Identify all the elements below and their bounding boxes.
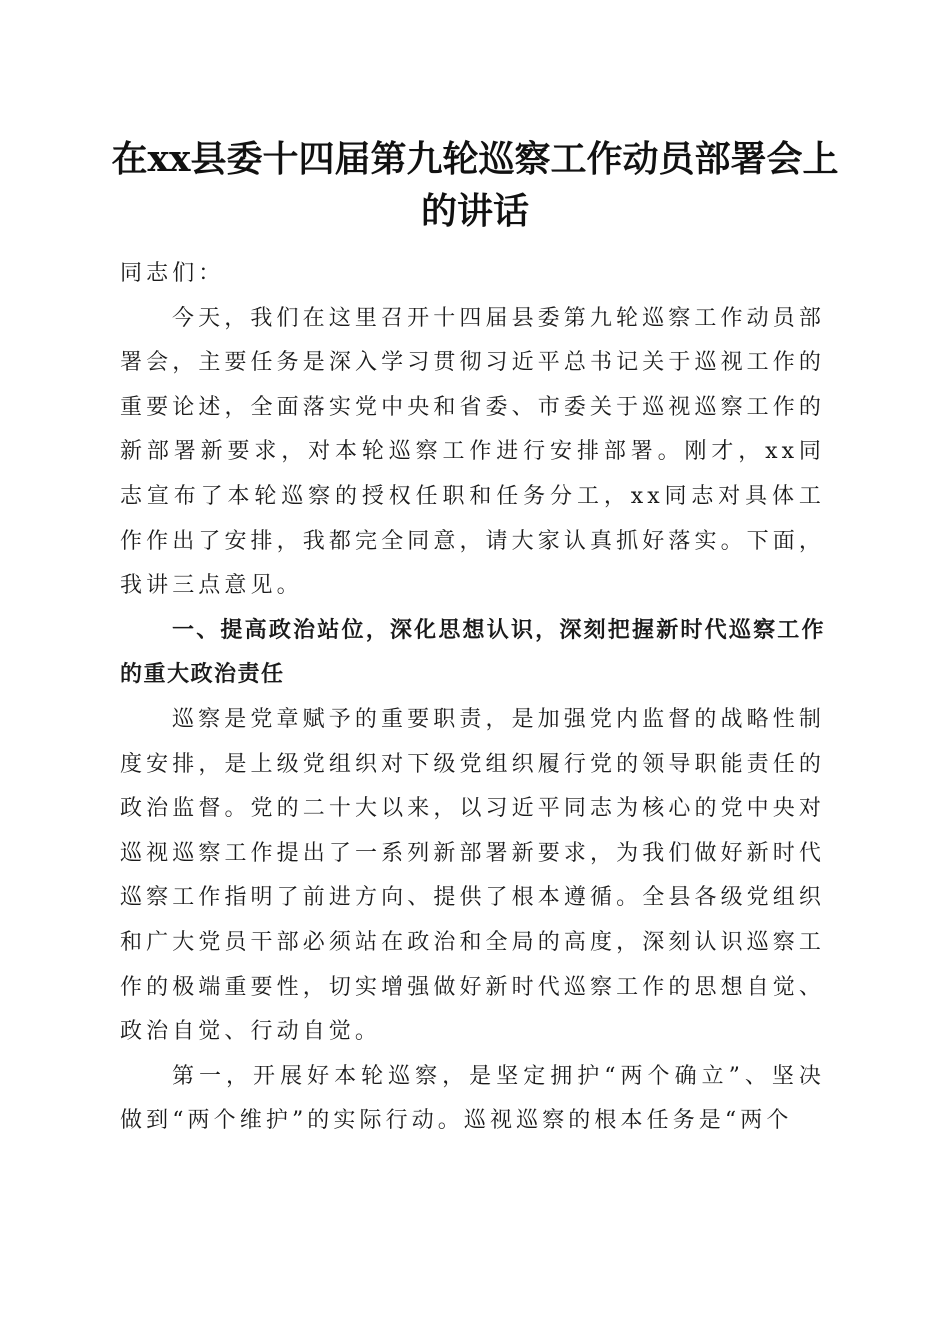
- document-body: [120, 252, 825, 1144]
- salutation: 同志们：: [120, 261, 225, 286]
- opening-paragraph: 今天，我们在这里召开十四届县委第九轮巡察工作动员部署会，主要任务是深入学习贯彻习近平总书记关于巡视工作的重要论述，全面落实党中央和省委、市委关于巡视巡察工作的新部署新要求，对本轮巡察工作进行安排部署。刚才，xx同志宣布了本轮巡察的授权任职和任务分工，xx同志对具体工作作出了安排，我都完全同意，请大家认真抓好落实。下面，我讲三点意见。: [120, 305, 825, 599]
- body-paragraph: 巡察是党章赋予的重要职责，是加强党内监督的战略性制度安排，是上级党组织对下级党组织履行党的领导职能责任的政治监督。党的二十大以来，以习近平同志为核心的党中央对巡视巡察工作提出了一系列新部署新要求，为我们做好新时代巡察工作指明了前进方向、提供了根本遵循。全县各级党组织和广大党员干部必须站在政治和全局的高度，深刻认识巡察工作的极端重要性，切实增强做好新时代巡察工作的思想自觉、政治自觉、行动自觉。: [120, 706, 825, 1045]
- document-title: 在xx县委十四届第九轮巡察工作动员部署会上的讲话: [111, 138, 839, 232]
- section-heading: 一、提高政治站位，深化思想认识，深刻把握新时代巡察工作的重大政治责任: [120, 617, 825, 688]
- body-paragraph: 第一，开展好本轮巡察，是坚定拥护“两个确立”、坚决做到“两个维护”的实际行动。巡视巡察的根本任务是“两个: [120, 1063, 825, 1134]
